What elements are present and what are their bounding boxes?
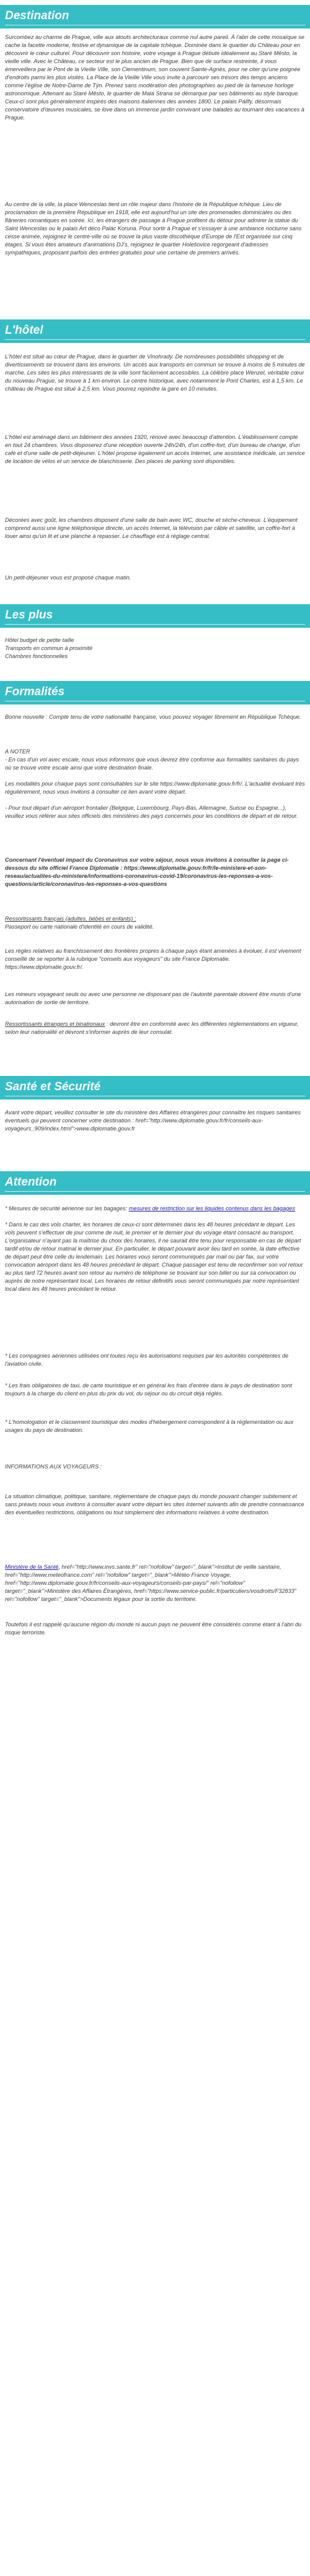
list-item: Hôtel budget de petite taille bbox=[5, 637, 74, 643]
etrangers-text: : devront être en conformité avec les différentes réglementations en vigueur, selon leur nationalité et devront s'informer auprès de leur consulat. bbox=[5, 1021, 299, 1035]
coronavirus-notice: Concernant l'éventuel impact du Coronavirus sur votre séjour, nous vous invitons à consulter la page ci-dessous du site officiel France Diplomatie : https://www.diplomatie.gouv.fr/fr/le-ministere-et-son-reseau/actualites-du-ministere/informations-coronavirus-covid-19/coronavirus-les-reponses-a-vos-questions/article/coronavirus-les-reponses-a-vos-questions bbox=[5, 857, 289, 887]
informations-voyageurs-label: INFORMATIONS AUX VOYAGEURS : bbox=[5, 1464, 102, 1470]
ressortissants-etrangers bbox=[5, 1020, 305, 1036]
ministere-sante-link[interactable]: Ministère de la Santé bbox=[5, 1564, 59, 1570]
hotel-paragraph-2: L'hôtel est aménagé dans un bâtiment des années 1920, rénové avec beaucoup d'attention. L'établissement compte en tout 24 chambres. Vous disposerez d'une réception ouverte 24h/24h, d'un coffre-fort, d'un bureau de change, d'un café et d'une salle de petit-déjeuner. L'hôtel propose également un accès Internet, une assistance médicale, un service de location de vélos et un service de blanchisserie. Des places de parking sont disponibles. bbox=[5, 434, 305, 464]
divider bbox=[5, 624, 305, 625]
ressortissants-francais bbox=[5, 915, 305, 931]
section-header-sante bbox=[0, 1076, 310, 1099]
liens-text: , href="http://www.invs.sante.fr" rel="nofollow" target="_blank">Institut de veille sanitaire, href="http://www.meteofrance.com" rel="nofollow" target="_blank">Météo France Voyage, href="http://www.diplomatie.gouv.fr/fr/conseils-aux-voyageurs/conseils-par-pays/" rel="nofollow" target="_blank">Ministère des Affaires Étrangères, href="https://www.service-public.fr/particuliers/vosdroits/F32833" rel="nofollow" target="_blank">Documents légaux pour la sortie du territoire. bbox=[5, 1564, 296, 1602]
section-title: Santé et Sécurité bbox=[5, 1080, 101, 1093]
risque-terroriste: Toutefois il est rappelé qu'aucune région du monde ni aucun pays ne peuvent être considérés comme étant à l'abri du risque terroriste. bbox=[5, 1621, 302, 1636]
a-noter-label: A NOTER bbox=[5, 748, 30, 755]
hotel-paragraph-1: L'hôtel est situé au cœur de Prague, dans le quartier de Vinohrady. De nombreuses possibilités shopping et de divertissements se trouvent dans les environs. Un accès aux transports en commun se trouve à moins de 5 minutes de marche. Les sites les plus intéressants de la ville sont facilement accessibles. La célèbre place Wenzel, véritable cœur du nouveau Prague, se trouve à 1 km environ. Le centre historique, avec notamment le Pont Charles, est à 1,5 km. Le château de Prague est situé à 2,5 km. Vous pourrez rejoindre la gare en 10 minutes. bbox=[5, 353, 305, 392]
a-noter-modalites: Les modalités pour chaque pays sont consultables sur le site https://www.diplomatie.gouv.fr/fr/. L'actualité évoluant très régulièrement, nous vous invitons à consulter ce lien avant votre départ. bbox=[5, 781, 305, 795]
liens-utiles bbox=[5, 1563, 305, 1603]
section-title: L'hôtel bbox=[5, 324, 43, 337]
section-header-attention bbox=[0, 1171, 310, 1195]
plus-list bbox=[5, 636, 305, 661]
section-header-destination bbox=[0, 5, 310, 28]
section-title: Formalités bbox=[5, 685, 65, 698]
section-title: Attention bbox=[5, 1176, 57, 1189]
hotel-paragraph-4: Un petit-déjeuner vous est proposé chaque matin. bbox=[5, 575, 131, 581]
horaires-vols: * Dans le cas des vols charter, les horaires de ceux-ci sont déterminés dans les 48 heures précédant le départ. Les vols peuvent s'effectuer de jour comme de nuit, le premier et le dernier jour du voyage étant consacré au transport. L'organisateur n'ayant pas la maîtrise du choix des horaires, il ne saurait être tenu pour responsable en cas de départ tardif et/ou de retour matinal le dernier jour. En particulier, le départ pouvant avoir lieu tard en soirée, la date effective de départ peut être celle du lendemain. Les horaires vous seront communiqués par mail ou par fax, sur votre convocation aéroport dans les 48 heures précédant le départ. Chaque passager est tenu de reconfirmer son vol retour au plus tard 72 heures avant son retour au numéro de téléphone se trouvant sur son billet ou sur sa convocation ou auprès de notre représentant local. Les horaires de retour définitifs vous seront communiqués par notre représentant local dans les 48 heures précédant le retour. bbox=[5, 1221, 303, 1292]
ressortissants-label: Ressortissants français (adultes, bébés et enfants) : bbox=[5, 916, 136, 922]
frais-taxis: * Les frais obligatoires de taxi, de carte touristique et en général les frais d'entrée dans le pays de destination sont toujours à la charge du client en plus du prix du vol, du séjour ou du circuit déjà réglés. bbox=[5, 1382, 292, 1397]
homologation: * L'homologation et le classement touristique des modes d'hébergement correspondent à la réglementation ou aux usages du pays de destination. bbox=[5, 1419, 294, 1433]
destination-paragraph-2: Au centre de la ville, la place Wenceslas tient un rôle majeur dans l'histoire de la République tchèque. Lieu de proclamation de la première République en 1918, elle est aujourd'hui un site des promenades dominicales ou des flâneries romantiques en soirée. Ici, les étrangers de passage à Prague profitent du détour pour admirer la statue du Saint Wenceslas ou le palais Art déco Palác Koruna. Pour sortir à Prague et s'essayer à une ambiance nocturne sans cesse animée, rejoignez le centre-ville où se trouve la plus vaste discothèque d'Europe de l'Est organisée sur cinq étages. Si vous êtes amateurs d'animations DJ's, rejoignez le quartier Holešovice regorgeant d'adresses sympathiques, proposant parfois des entrées gratuites pour une certaine de premiers arrivés. bbox=[5, 201, 302, 256]
section-title: Les plus bbox=[5, 609, 53, 622]
sante-text: Avant votre départ, veuillez consulter le site du ministère des Affaires étrangères pour connaître les risques sanitaires éventuels qui peuvent concerner votre destination : href="http://www.diplomatie.gouv.fr/fr/conseils-aux-voyageurs_909/index.html">www.diplomatie.gouv.fr bbox=[5, 1109, 301, 1132]
situation-climatique: La situation climatique, politique, sanitaire, réglementaire de chaque pays du monde pouvant changer subitement et sans préavis nous vous invitons à consulter avant votre départ les sites Internet suivants afin de prendre connaissance des éventuelles restrictions, obligations ou tout simplement des informations relatives à votre destination. bbox=[5, 1493, 304, 1516]
ressortissants-text: Passeport ou carte nationale d'identité en cours de validité. bbox=[5, 924, 154, 930]
a-noter-frontalier: - Pour tout départ d'un aéroport frontalier (Belgique, Luxembourg, Pays-Bas, Allemagne, Suisse ou Espagne...), veuillez vous référer aux sites officiels des ministères des pays concernés pour les conditions de départ et de retour. bbox=[5, 805, 298, 819]
mesures-label: * Mesures de sécurité aérienne sur les bagages: bbox=[5, 1205, 128, 1212]
regles-frontieres: Les règles relatives au franchissement des frontières propres à chaque pays étant amenées à évoluer, il est vivement conseillé de se reporter à la rubrique "conseils aux voyageurs" du site France Diplomatie. https://www.diplomatie.gouv.fr/. bbox=[5, 948, 301, 970]
section-header-hotel bbox=[0, 319, 310, 343]
divider bbox=[5, 1191, 305, 1192]
etrangers-label: Ressortissants étrangers et binationaux bbox=[5, 1021, 105, 1027]
list-item: Chambres fonctionnelles bbox=[5, 653, 68, 659]
destination-paragraph-1: Surcombez au charme de Prague, ville aux atouts architecturaux comme nul autre pareil. À l'abri de cette mosaïque se cache la facette moderne, festive et dynamique de la capitale tchèque. Dominée dans le quartier du Château pour en découvrir le cœur culturel. Pour découvrir son histoire, votre voyage à Prague débute idéalement au Staré Město, la vieille ville. Avec le Château, ce secteur est le plus ancien de Prague. Bien que de surface restreinte, il vous émerveillera par le Pont de la Vieille Ville, son Clementinum, son couvent Sainte-Agnès, pour ne citer qu'une poignée d'endroits parmi les plus visités. La Place de la Vieille Ville vous invite à parcourir ses trésors des temps anciens comme l'église de Notre-Dame de Týn. Prenez sans modération des photographies au pied de la fameuse horloge astronomique. Attenant au Staré Město, le quartier de Malá Strana se démarque par ses bâtiments au style baroque. Ceux-ci sont plus généralement inspirés des maisons italiennes des années 1800. Le palais Pállfy, désormais conservatoire d'œuvres musicales, se love dans un immense jardin convivant une balades au tournant des vacances à Prague. bbox=[5, 34, 304, 121]
formalites-intro: Bonne nouvelle : Compte tenu de votre nationalité française, vous pouvez voyager librement en République Tchèque. bbox=[5, 714, 301, 720]
list-item: Transports en commun à proximité bbox=[5, 645, 93, 651]
hotel-paragraph-3: Décorées avec goût, les chambres disposent d'une salle de bain avec WC, douche et sèche-cheveux. L'équipement comprend aussi une ligne téléphonique directe, un accès Internet, la télévision par câble et satellite, un coffre-fort à louer ainsi qu'un lit et une planche à repasser. Le chauffage est à réglage central. bbox=[5, 517, 298, 539]
compagnies-aeriennes: * Les compagnies aériennes utilisées ont toutes reçu les autorisations requises par les autorités compétentes de l'aviation civile. bbox=[5, 1353, 289, 1367]
mesures-bagages bbox=[5, 1205, 305, 1213]
section-header-plus bbox=[0, 604, 310, 628]
section-header-formalites bbox=[0, 681, 310, 705]
liquides-restriction-link[interactable]: mesures de restriction sur les liquides contenus dans les bagages bbox=[128, 1205, 295, 1212]
a-noter-escale: - En cas d'un vol avec escale, nous vous informons que vous devrez être conforme aux formalités sanitaires du pays où se trouve votre escale ainsi que votre destination finale. bbox=[5, 757, 299, 771]
divider bbox=[5, 339, 305, 340]
mineurs-notice: Les mineurs voyageant seuls ou avec une personne ne disposant pas de l'autorité parentale doivent être munis d'une autorisation de sortie de territoire. bbox=[5, 991, 301, 1005]
section-title: Destination bbox=[5, 9, 69, 22]
